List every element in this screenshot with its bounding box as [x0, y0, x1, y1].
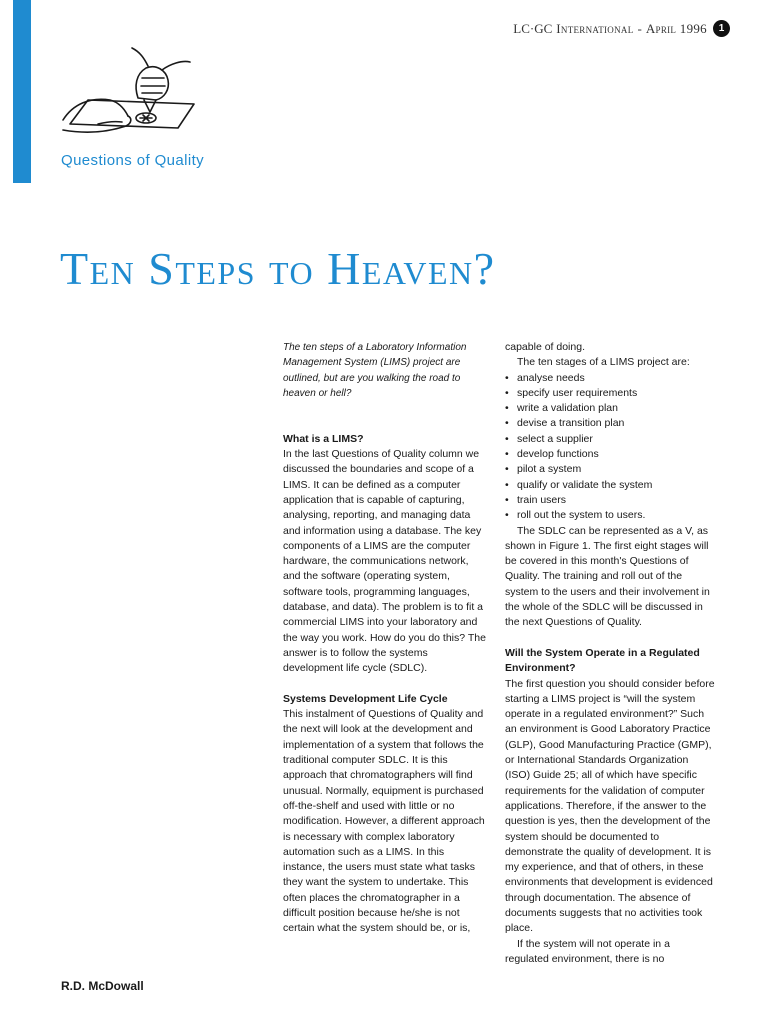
stages-list	[505, 371, 715, 524]
article-column-right	[505, 340, 715, 967]
section-color-bar	[13, 0, 31, 183]
paragraph-what-is-lims: In the last Questions of Quality column we discussed the boundaries and scope of a LIMS. It can be defined as a computer application that is capable of capturing, analysing, reporting, and managing data and information using a database. The key components of a LIMS are the computer hardware, the communications network, and the software (operating system, software tools, programming languages, database, and data). The problem is to fit a commercial LIMS into your laboratory and the way you work. How do you do this? The answer is to follow the systems development life cycle (SDLC).	[283, 448, 486, 675]
article-title: Ten Steps to Heaven?	[60, 243, 496, 294]
masthead-separator: -	[637, 20, 642, 36]
list-item: • qualify or validate the system	[505, 478, 715, 493]
issue-date: April 1996	[645, 20, 707, 36]
heading-regulated-environment: Will the System Operate in a Regulated Environment?	[505, 646, 700, 675]
masthead	[513, 20, 730, 37]
list-item: • write a validation plan	[505, 401, 715, 416]
list-item: • specify user requirements	[505, 386, 715, 401]
list-item: • analyse needs	[505, 371, 715, 386]
paragraph-regulated-environment: The first question you should consider before starting a LIMS project is “will the system operate in a regulated environment?” Such an environment is Good Laboratory Practice (GLP), Good Manufacturing Practice (GMP), or International Standards Organization (ISO) Guide 25; all of which have specific requirements for the validation of computer applications. Therefore, if the answer to the question is yes, then the development of the system should be documented to demonstrate the quality of development. It is my experience, and that of others, in these environments that development is evidenced through documentation. The absence of documents suggests that no activities took place.	[505, 677, 715, 935]
heading-what-is-lims: What is a LIMS?	[283, 432, 364, 445]
list-item: • develop functions	[505, 447, 715, 462]
list-item: • train users	[505, 493, 715, 508]
paragraph-unregulated: If the system will not operate in a regulated environment, there is no	[505, 937, 670, 965]
paragraph-sdlc-v-model: The SDLC can be represented as a V, as shown in Figure 1. The first eight stages will be covered in this month's Questions of Quality. The training and roll out of the system to the users and their involvement in the whole of the SDLC will be discussed in the next Questions of Quality.	[505, 524, 710, 629]
article-column-left	[283, 340, 489, 937]
page-number-badge: 1	[713, 20, 730, 37]
section-label: Questions of Quality	[61, 152, 205, 169]
author-name: R.D. McDowall	[61, 979, 144, 993]
publication-section: International	[556, 20, 634, 36]
list-item: • roll out the system to users.	[505, 508, 715, 523]
paragraph-sdlc: This instalment of Questions of Quality and the next will look at the development and implementation of a system that follows the traditional computer SDLC. It is this approach that chromatographers will find unusual. Normally, equipment is purchased off-the-shelf and used with little or no modification. However, a different approach is necessary with complex laboratory automation such as a LIMS. In this instance, the users must state what tasks they want the system to undertake. This often places the chromatographer in a difficult position because he/she is not certain what the system should be, or is,	[283, 708, 485, 935]
article-abstract: The ten steps of a Laboratory Information Management System (LIMS) project are outlined, but are you walking the road to heaven or hell?	[283, 342, 467, 399]
list-item: • select a supplier	[505, 432, 715, 447]
stages-intro: The ten stages of a LIMS project are:	[517, 356, 690, 369]
list-item: • devise a transition plan	[505, 416, 715, 431]
heading-sdlc: Systems Development Life Cycle	[283, 692, 448, 705]
paragraph-continuation: capable of doing.	[505, 341, 585, 353]
lab-hands-illustration	[58, 42, 198, 142]
publication-name: LC·GC	[513, 20, 553, 36]
list-item: • pilot a system	[505, 462, 715, 477]
